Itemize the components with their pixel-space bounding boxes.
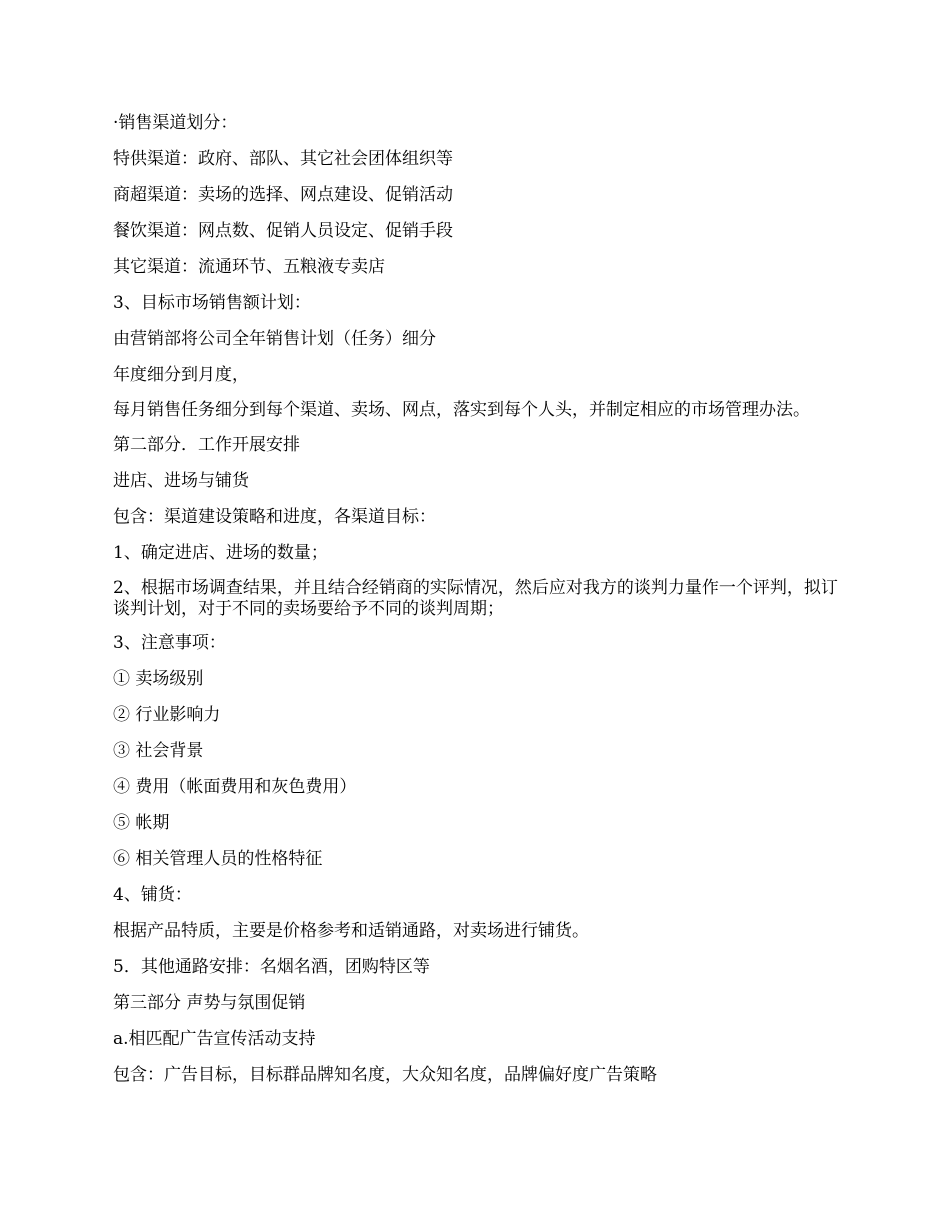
paragraph-part-two-heading: 第二部分．工作开展安排 xyxy=(113,434,300,455)
paragraph-catering-channel: 餐饮渠道：网点数、促销人员设定、促销手段 xyxy=(113,221,453,241)
paragraph-supermarket-channel: 商超渠道：卖场的选择、网点建设、促销活动 xyxy=(113,185,453,205)
list-item-fees: ④ 费用（帐面费用和灰色费用） xyxy=(113,777,357,797)
list-item-industry-influence: ② 行业影响力 xyxy=(113,705,221,725)
list-item-store-level: ① 卖场级别 xyxy=(113,669,204,689)
paragraph-ad-support: a.相匹配广告宣传活动支持 xyxy=(113,1029,316,1049)
paragraph-part-three-heading: 第三部分 声势与氛围促销 xyxy=(113,993,306,1013)
paragraph-distribution-heading: 4、铺货： xyxy=(113,885,192,905)
list-item-payment-period: ⑤ 帐期 xyxy=(113,813,170,833)
paragraph-negotiation-plan: 2、根据市场调查结果，并且结合经销商的实际情况，然后应对我方的谈判力量作一个评判，拟订谈判计划，对于不同的卖场要给予不同的谈判周期； xyxy=(113,577,838,619)
paragraph-entry-count: 1、确定进店、进场的数量； xyxy=(113,542,328,563)
paragraph-channel-division: ·销售渠道划分： xyxy=(113,113,238,133)
paragraph-special-channel: 特供渠道：政府、部队、其它社会团体组织等 xyxy=(113,149,453,169)
paragraph-channel-strategy: 包含：渠道建设策略和进度，各渠道目标： xyxy=(113,506,436,527)
list-item-social-background: ③ 社会背景 xyxy=(113,741,204,761)
paragraph-other-channel: 其它渠道：流通环节、五粮液专卖店 xyxy=(113,257,385,277)
paragraph-other-channels-plan: 5．其他通路安排：名烟名酒，团购特区等 xyxy=(113,957,430,977)
paragraph-sales-plan: 由营销部将公司全年销售计划（任务）细分 xyxy=(113,329,436,349)
paragraph-notes-heading: 3、注意事项： xyxy=(113,633,226,653)
paragraph-sales-target-heading: 3、目标市场销售额计划： xyxy=(113,293,311,313)
paragraph-monthly-task: 每月销售任务细分到每个渠道、卖场、网点，落实到每个人头，并制定相应的市场管理办法。 xyxy=(113,400,810,420)
document-body xyxy=(113,112,843,1100)
paragraph-store-entry: 进店、进场与铺货 xyxy=(113,470,249,491)
list-item-manager-traits: ⑥ 相关管理人员的性格特征 xyxy=(113,849,323,869)
paragraph-ad-goals: 包含：广告目标，目标群品牌知名度，大众知名度，品牌偏好度广告策略 xyxy=(113,1065,657,1085)
paragraph-distribution-detail: 根据产品特质，主要是价格参考和适销通路，对卖场进行铺货。 xyxy=(113,921,589,941)
paragraph-annual-to-monthly: 年度细分到月度， xyxy=(113,365,249,385)
